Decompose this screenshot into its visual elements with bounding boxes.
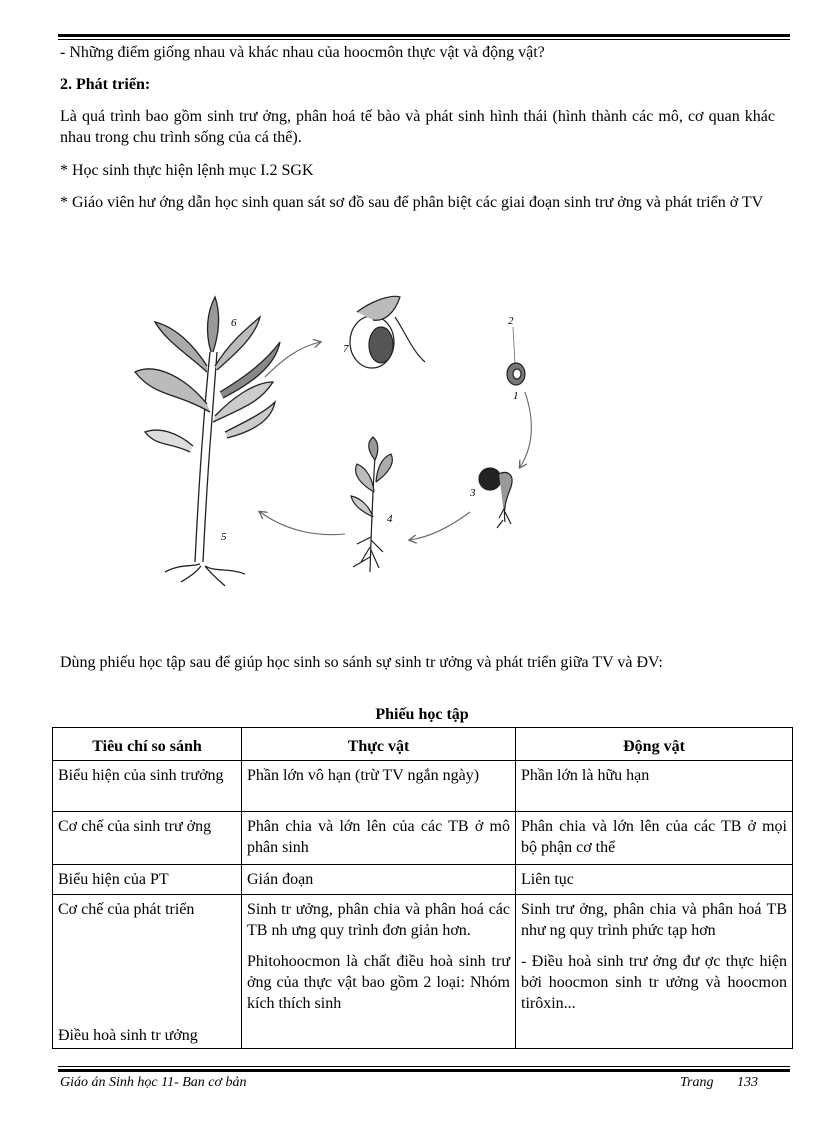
fruit-drawing xyxy=(350,296,425,368)
row-criterion: Cơ chế của sinh trư ởng xyxy=(53,812,242,865)
section-heading: 2. Phát triển: xyxy=(60,76,151,93)
definition-paragraph: Là quá trình bao gồm sinh trư ởng, phân hoá tế bào và phát sinh hình thái (hình thành các mô, cơ quan khác nhau trong chu trình sống của cá thể). xyxy=(60,108,775,146)
figure-label-2: 2 xyxy=(508,315,514,327)
row-criterion-cell xyxy=(53,895,242,1049)
footer-page-label: Trang xyxy=(680,1075,714,1090)
row-criterion-top: Cơ chế của phát triển xyxy=(58,901,195,918)
row-criterion: Biểu hiện của PT xyxy=(53,865,242,895)
row-animal-value: Phần lớn là hữu hạn xyxy=(516,761,793,812)
table-row xyxy=(53,812,793,865)
figure-label-4: 4 xyxy=(387,513,393,525)
seed-pointer xyxy=(513,327,515,364)
footer-left xyxy=(60,1075,246,1091)
table-row xyxy=(53,865,793,895)
seedling-drawing xyxy=(351,437,392,572)
instruction-2: * Giáo viên hư ớng dẫn học sinh quan sát sơ đồ sau để phân biệt các giai đoạn sinh trư ởng và phát triển ở TV xyxy=(60,194,764,211)
table-row xyxy=(53,761,793,812)
cycle-arrow-left xyxy=(260,512,345,535)
footer-title: Giáo án Sinh học xyxy=(60,1075,162,1090)
row-plant-cell xyxy=(242,895,516,1049)
row-animal-cell xyxy=(516,895,793,1049)
mature-plant-drawing xyxy=(135,297,280,586)
cycle-arrow-right xyxy=(520,392,531,467)
comparison-worksheet-table xyxy=(52,727,793,1049)
germinating-seed-drawing xyxy=(479,468,512,528)
footer-right xyxy=(680,1075,758,1091)
figure-label-3: 3 xyxy=(470,487,476,499)
table-header-row xyxy=(53,728,793,761)
figure-label-7: 7 xyxy=(343,343,349,355)
row-animal-value: Liên tục xyxy=(516,865,793,895)
header-plants: Thực vật xyxy=(242,728,516,761)
worksheet-title: Phiếu học tập xyxy=(375,706,469,723)
row-plant-value: Phân chia và lớn lên của các TB ở mô phân sinh xyxy=(242,812,516,865)
row-animal-bottom: - Điều hoà sinh trư ởng đư ợc thực hiện bởi hoocmon sinh tr ưởng và hoocmon tirôxin... xyxy=(521,953,787,1012)
row-plant-value: Phần lớn vô hạn (trừ TV ngắn ngày) xyxy=(242,761,516,812)
row-criterion: Biểu hiện của sinh trưởng xyxy=(53,761,242,812)
header-rule-thick xyxy=(58,34,790,37)
figure-label-6: 6 xyxy=(231,317,237,329)
row-plant-bottom: Phitohoocmon là chất điều hoà sinh trư ởng của thực vật bao gồm 2 loại: Nhóm kích thích sinh xyxy=(247,953,510,1012)
footer-page-number: 133 xyxy=(736,1075,758,1090)
cycle-arrow-bottom xyxy=(410,512,470,540)
row-plant-value: Gián đoạn xyxy=(242,865,516,895)
row-criterion-bottom: Điều hoà sinh tr ưởng xyxy=(58,1027,198,1044)
table-row xyxy=(53,895,793,1049)
comparison-intro: Dùng phiếu học tập sau để giúp học sinh so sánh sự sinh tr ưởng và phát triển giữa TV và ĐV: xyxy=(60,654,663,671)
row-animal-top: Sinh trư ởng, phân chia và phân hoá TB như ng quy trình phức tạp hơn xyxy=(521,901,787,939)
row-animal-value: Phân chia và lớn lên của các TB ở mọi bộ phận cơ thể xyxy=(516,812,793,865)
header-rule-thin xyxy=(58,39,790,40)
seed-drawing xyxy=(507,363,525,385)
plant-life-cycle-figure xyxy=(95,282,555,592)
figure-label-1: 1 xyxy=(513,390,519,402)
row-plant-top: Sinh tr ưởng, phân chia và phân hoá các TB nh ưng quy trình đơn giản hơn. xyxy=(247,901,510,939)
header-criteria: Tiêu chí so sánh xyxy=(53,728,242,761)
footer-subtitle: 11- Ban cơ bản xyxy=(161,1075,247,1090)
instruction-1: * Học sinh thực hiện lệnh mục I.2 SGK xyxy=(60,162,314,179)
footer-rule-thick xyxy=(58,1069,790,1072)
header-animals: Động vật xyxy=(516,728,793,761)
question-line: - Những điểm giống nhau và khác nhau của hoocmôn thực vật và động vật? xyxy=(60,44,545,61)
figure-label-5: 5 xyxy=(221,531,227,543)
footer-rule-thin xyxy=(58,1066,790,1067)
